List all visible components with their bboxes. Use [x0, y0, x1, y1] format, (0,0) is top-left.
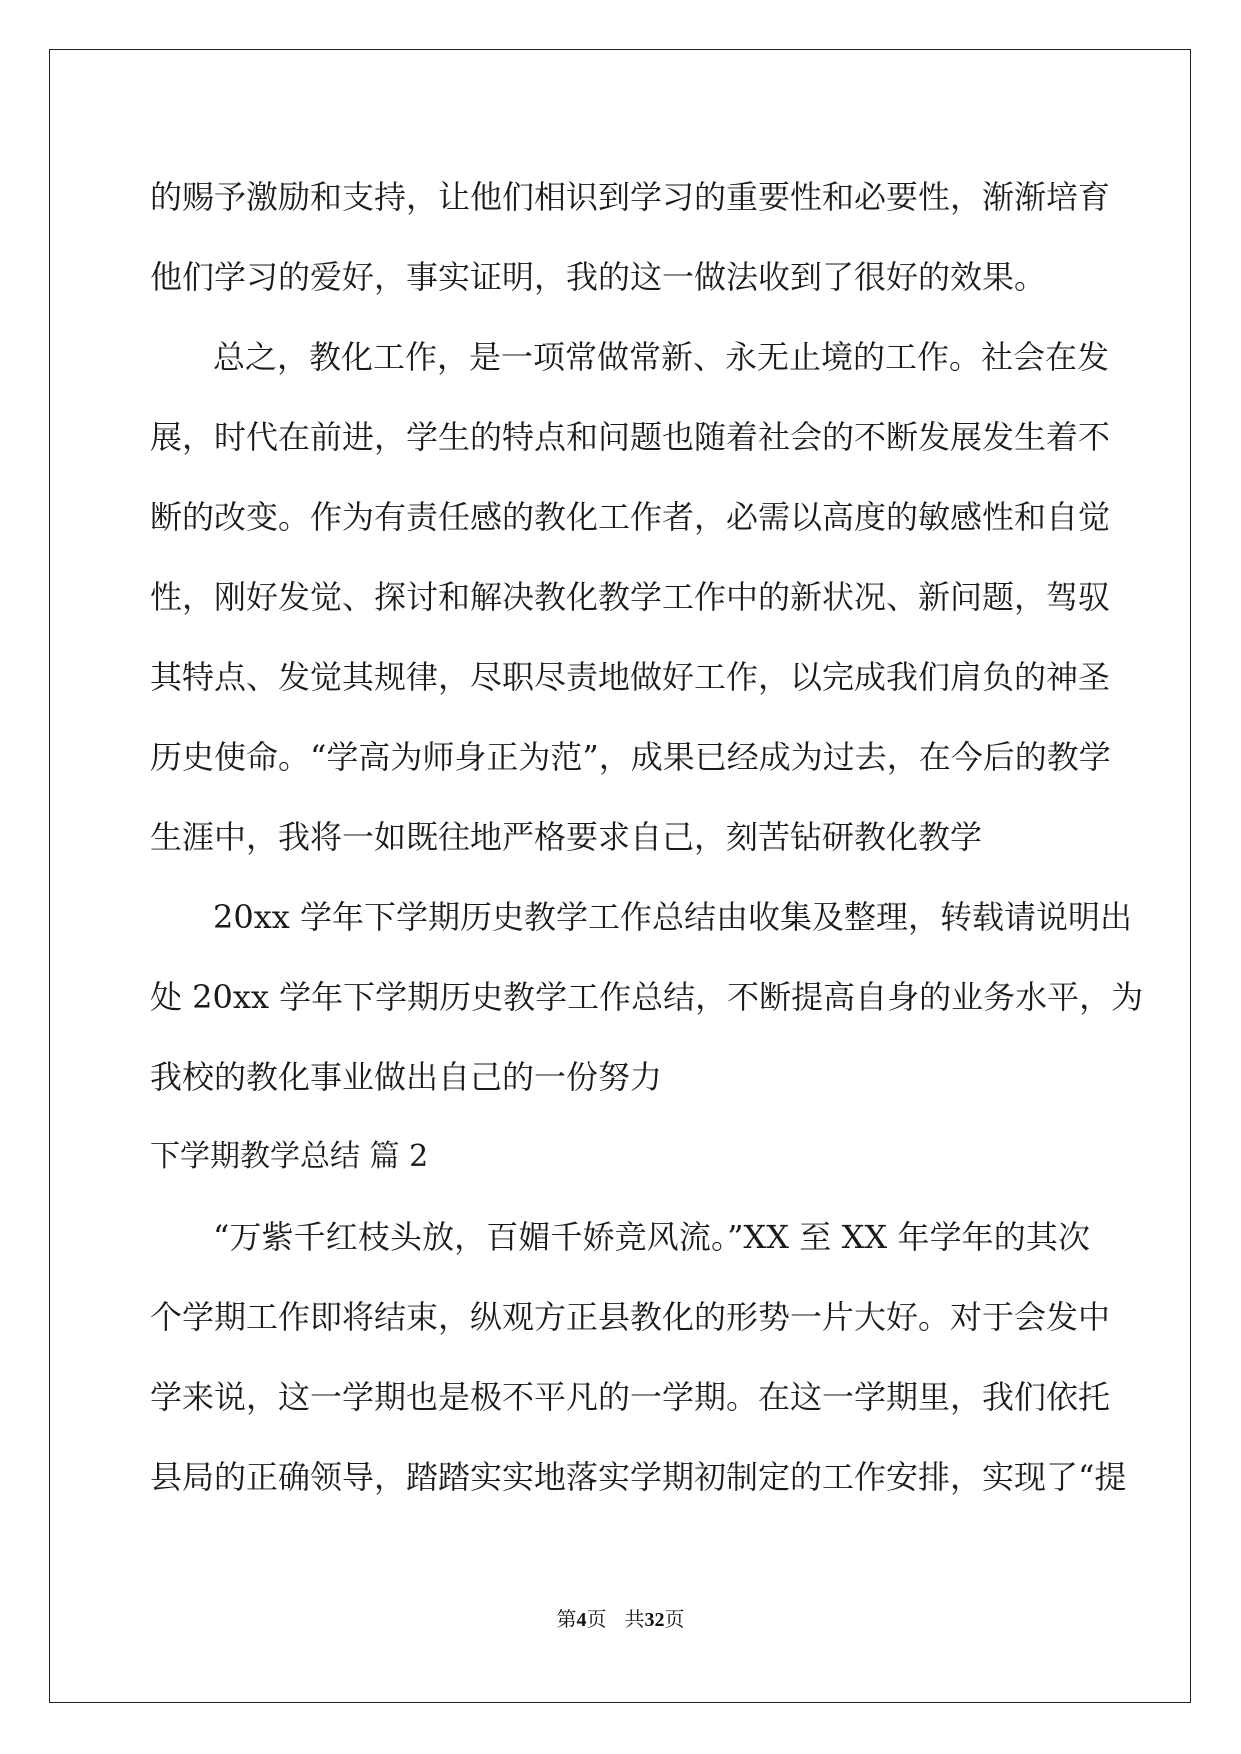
text-line: 展，时代在前进，学生的特点和问题也随着社会的不断发展发生着不: [150, 418, 1111, 456]
page-suffix: 页: [586, 1609, 607, 1631]
text-line: 个学期工作即将结束，纵观方正县教化的形势一片大好。对于会发中: [150, 1298, 1111, 1336]
total-suffix: 页: [664, 1609, 685, 1631]
section-heading: 下学期教学总结 篇 2: [150, 1139, 429, 1174]
text-line: 县局的正确领导，踏踏实实地落实学期初制定的工作安排，实现了“提: [150, 1458, 1127, 1496]
text-line: 的赐予激励和支持，让他们相识到学习的重要性和必要性，渐渐培育: [150, 178, 1111, 216]
page-prefix: 第: [556, 1609, 577, 1631]
text-line: 生涯中，我将一如既往地严格要求自己，刻苦钻研教化教学: [150, 818, 983, 856]
text-line: 学来说，这一学期也是极不平凡的一学期。在这一学期里，我们依托: [150, 1378, 1111, 1416]
paragraph-start-line: 20xx 学年下学期历史教学工作总结由收集及整理，转载请说明出: [213, 898, 1132, 936]
text-line: 性，刚好发觉、探讨和解决教化教学工作中的新状况、新问题，驾驭: [150, 578, 1111, 616]
total-prefix: 共: [624, 1609, 645, 1631]
paragraph-start-line: 总之，教化工作，是一项常做常新、永无止境的工作。社会在发: [213, 338, 1110, 376]
page-footer: [0, 1603, 1241, 1632]
text-line: 历史使命。“学高为师身正为范”，成果已经成为过去，在今后的教学: [150, 738, 1111, 776]
paragraph-start-line: “万紫千红枝头放，百媚千娇竞风流。”XX 至 XX 年学年的其次: [213, 1218, 1090, 1256]
page-number: 4: [576, 1609, 587, 1631]
text-line: 其特点、发觉其规律，尽职尽责地做好工作，以完成我们肩负的神圣: [150, 658, 1111, 696]
text-line: 断的改变。作为有责任感的教化工作者，必需以高度的敏感性和自觉: [150, 498, 1111, 536]
text-line: 他们学习的爱好，事实证明，我的这一做法收到了很好的效果。: [150, 258, 1047, 296]
total-pages: 32: [644, 1609, 665, 1631]
text-line: 我校的教化事业做出自己的一份努力: [150, 1058, 663, 1096]
document-body: [150, 157, 1144, 1517]
text-line: 处 20xx 学年下学期历史教学工作总结，不断提高自身的业务水平，为: [150, 978, 1144, 1016]
